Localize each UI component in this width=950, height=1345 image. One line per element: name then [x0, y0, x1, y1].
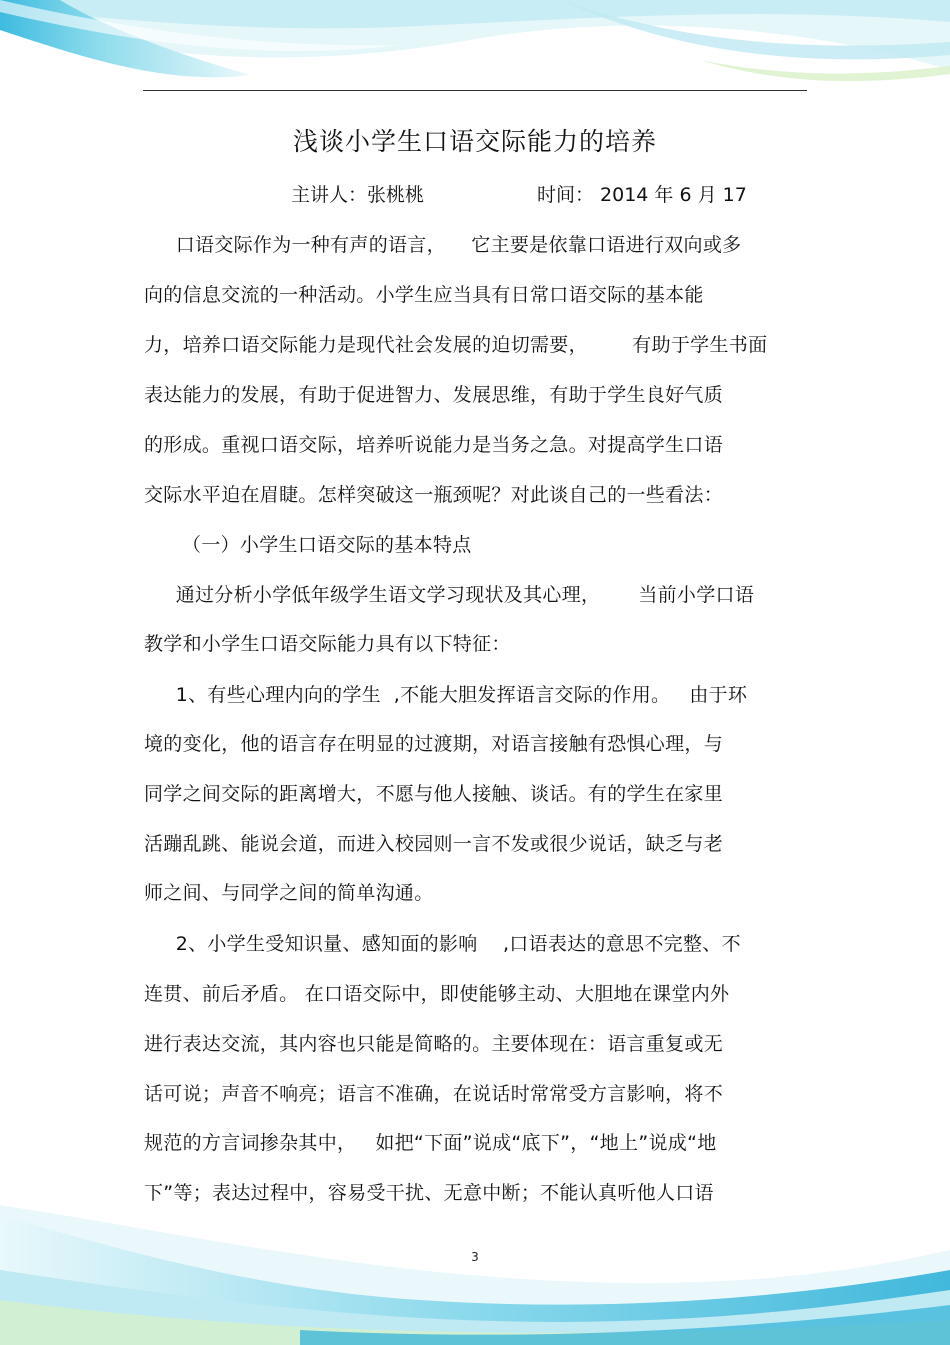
document-title: 浅谈小学生口语交际能力的培养: [292, 127, 657, 156]
body-line: 进行表达交流，其内容也只能是简略的。主要体现在：语言重复或无: [144, 1033, 724, 1055]
body-line: 的形成。重视口语交际，培养听说能力是当务之急。对提高学生口语: [144, 434, 724, 456]
body-line: 师之间、与同学之间的简单沟通。: [144, 882, 434, 904]
body-line: 下”等；表达过程中，容易受干扰、无意中断；不能认真听他人口语: [144, 1182, 714, 1204]
body-line: 2、小学生受知识量、感知面的影响 ,口语表达的意思不完整、不: [144, 933, 741, 955]
body-line: 1、有些心理内向的学生 ,不能大胆发挥语言交际的作用。 由于环: [144, 684, 748, 706]
body-line: 教学和小学生口语交际能力具有以下特征：: [144, 633, 511, 655]
body-line: 表达能力的发展，有助于促进智力、发展思维，有助于学生良好气质: [144, 384, 724, 406]
page-number: 3: [471, 1250, 479, 1264]
body-line: 话可说；声音不响亮；语言不准确，在说话时常常受方言影响，将不: [144, 1083, 724, 1105]
body-line: 规范的方言词掺杂其中， 如把“下面”说成“底下”，“地上”说成“地: [144, 1132, 717, 1154]
body-line: 通过分析小学低年级学生语文学习现状及其心理， 当前小学口语: [144, 584, 755, 606]
date-line: 时间： 2014 年 6 月 17: [537, 184, 747, 206]
body-line: 交际水平迫在眉睫。怎样突破这一瓶颈呢？对此谈自己的一些看法：: [144, 484, 724, 506]
body-line: 活蹦乱跳、能说会道，而进入校园则一言不发或很少说话，缺乏与老: [144, 833, 724, 855]
section-heading: （一）小学生口语交际的基本特点: [144, 534, 472, 556]
header-rule: [143, 90, 807, 91]
body-line: 口语交际作为一种有声的语言， 它主要是依靠口语进行双向或多: [144, 234, 742, 256]
body-line: 连贯、前后矛盾。 在口语交际中，即使能够主动、大胆地在课堂内外: [144, 983, 730, 1005]
body-line: 同学之间交际的距离增大，不愿与他人接触、谈话。有的学生在家里: [144, 783, 724, 805]
body-line: 境的变化，他的语言存在明显的过渡期，对语言接触有恐惧心理，与: [144, 733, 724, 755]
body-line: 力，培养口语交际能力是现代社会发展的迫切需要， 有助于学生书面: [144, 334, 768, 356]
body-line: 向的信息交流的一种活动。小学生应当具有日常口语交际的基本能: [144, 284, 704, 306]
speaker-line: 主讲人：张桃桃: [291, 184, 425, 206]
